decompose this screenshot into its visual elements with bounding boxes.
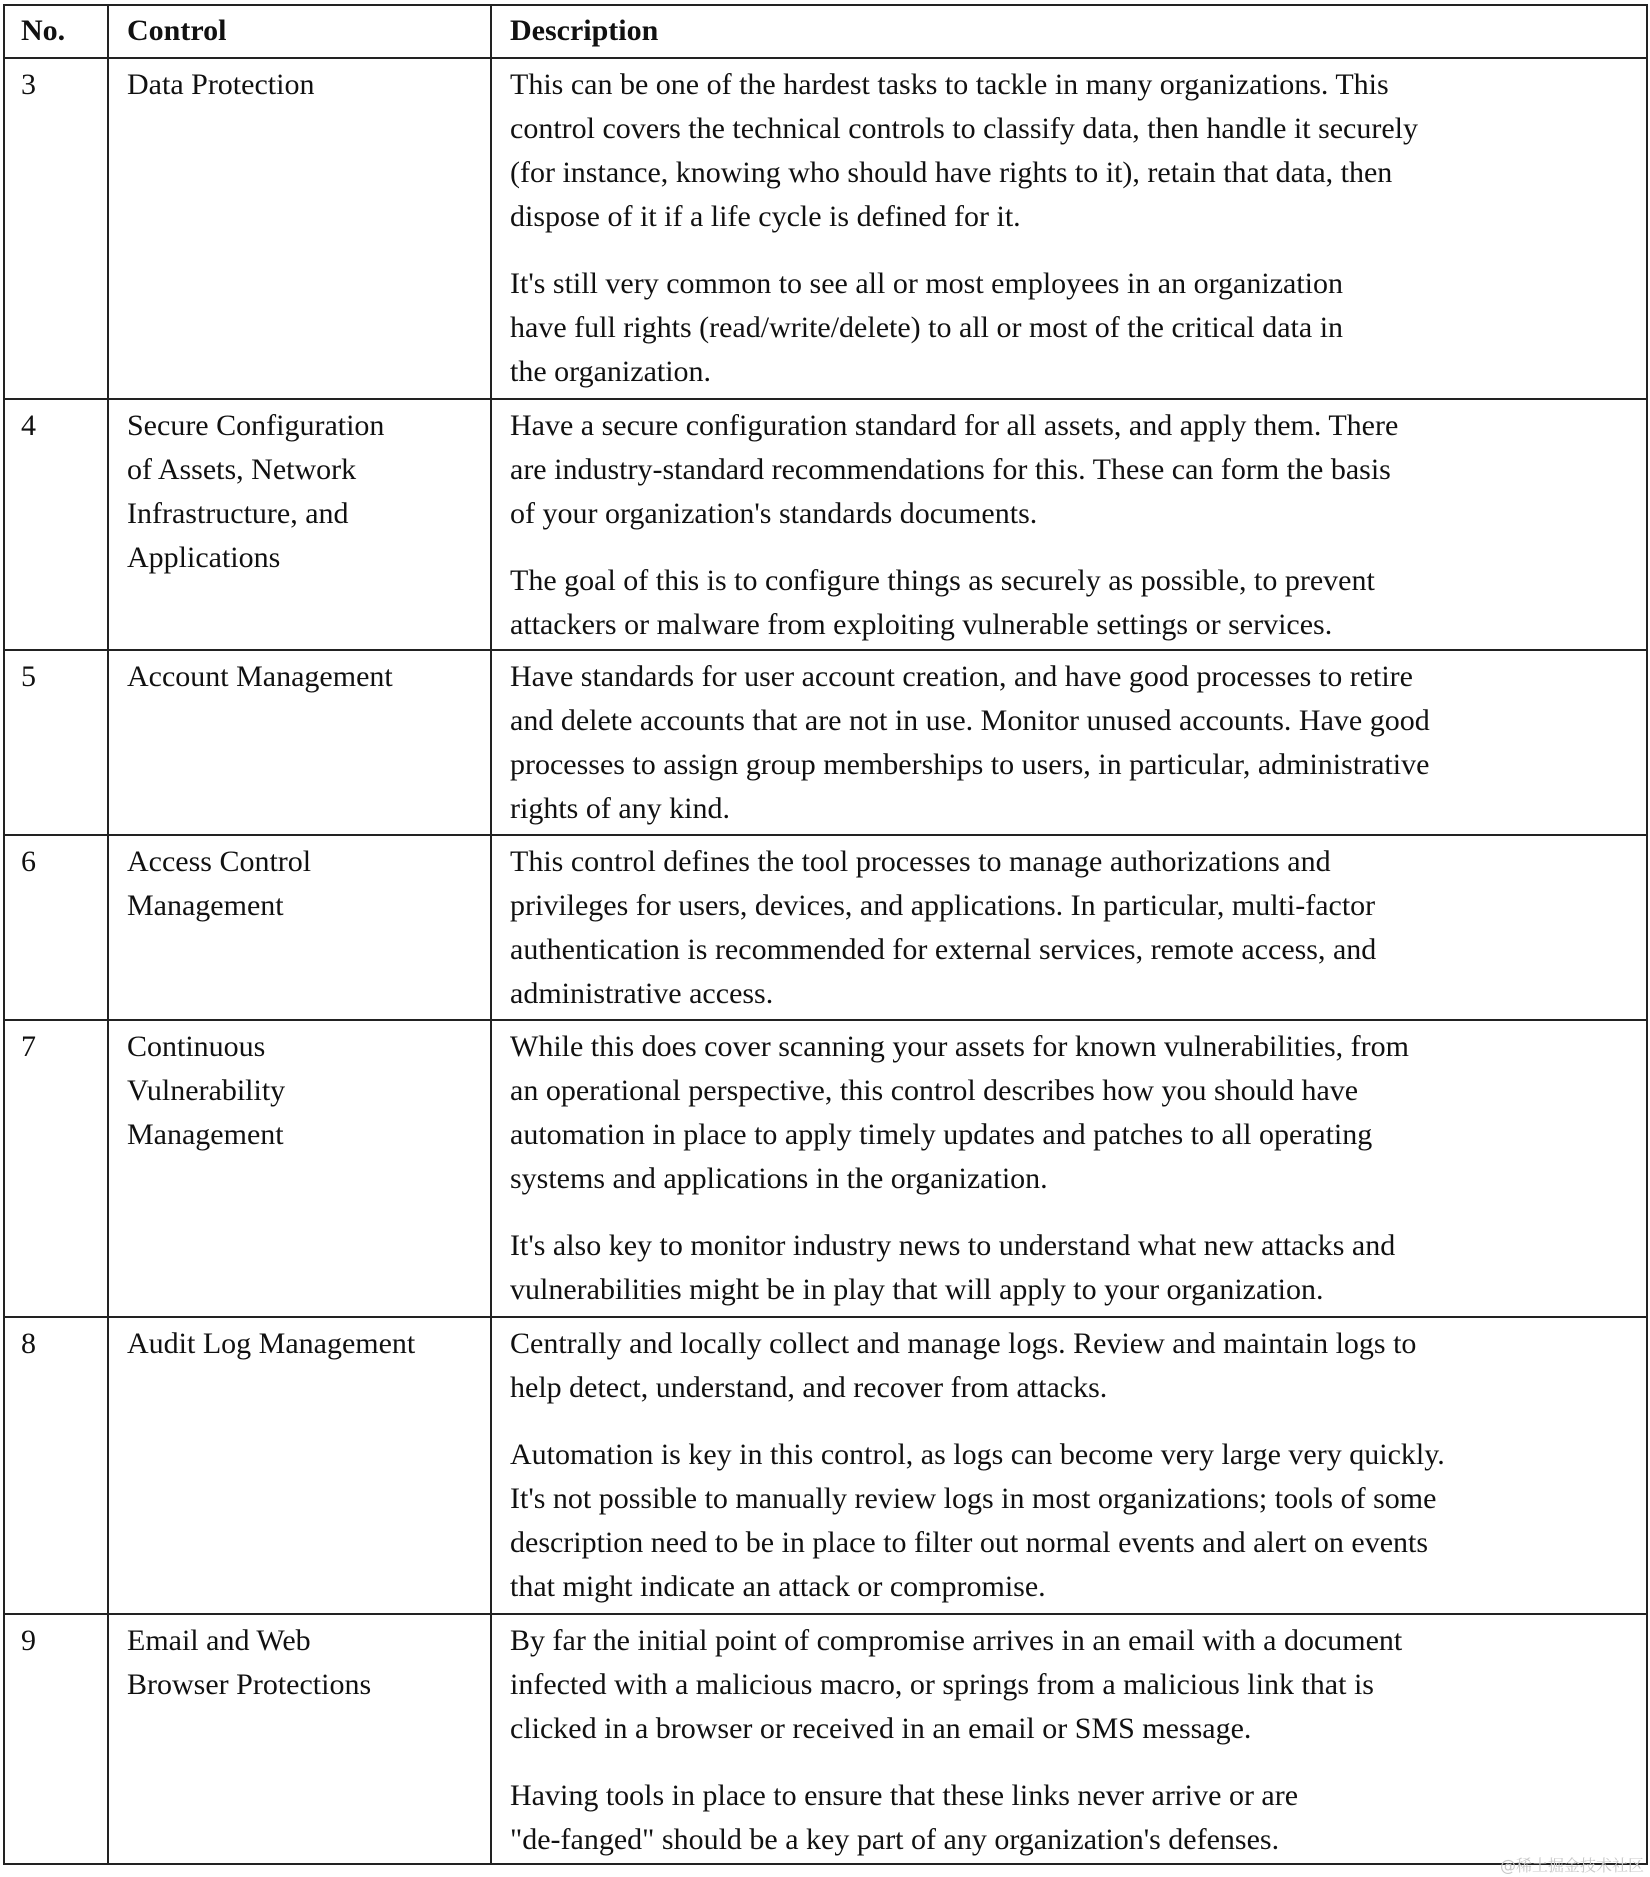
control-description	[492, 400, 1646, 649]
text-line: Centrally and locally collect and manage logs. Review and maintain logs to	[510, 1327, 1417, 1360]
control-description	[492, 59, 1646, 398]
table-row	[5, 1019, 1646, 1316]
description-paragraph	[510, 1322, 1646, 1410]
text-line: (for instance, knowing who should have rights to it), retain that data, then	[510, 156, 1393, 189]
control-name	[109, 59, 491, 398]
row-number: 7	[21, 1030, 36, 1063]
description-paragraph	[510, 262, 1646, 394]
row-number: 9	[21, 1624, 36, 1657]
text-line: Data Protection	[127, 68, 315, 101]
text-line: have full rights (read/write/delete) to all or most of the critical data in	[510, 311, 1344, 344]
text-line: Account Management	[127, 660, 393, 693]
row-number: 6	[21, 845, 36, 878]
text-line: systems and applications in the organization.	[510, 1162, 1048, 1195]
text-line: It's also key to monitor industry news to understand what new attacks and	[510, 1229, 1396, 1262]
text-line: that might indicate an attack or compromise.	[510, 1570, 1046, 1603]
row-number: 4	[21, 409, 36, 442]
control-description	[492, 651, 1646, 834]
header-no: No.	[21, 14, 66, 47]
table-header-row	[5, 6, 1646, 57]
text-line: Audit Log Management	[127, 1327, 416, 1360]
text-line: Applications	[127, 541, 281, 574]
text-line: It's still very common to see all or most employees in an organization	[510, 267, 1344, 300]
control-description	[492, 1021, 1646, 1316]
control-name	[109, 400, 491, 649]
text-line: an operational perspective, this control describes how you should have	[510, 1074, 1359, 1107]
description-paragraph	[510, 63, 1646, 239]
text-line: and delete accounts that are not in use. Monitor unused accounts. Have good	[510, 704, 1430, 737]
text-line: infected with a malicious macro, or springs from a malicious link that is	[510, 1668, 1374, 1701]
row-number: 5	[21, 660, 36, 693]
text-line: Have standards for user account creation, and have good processes to retire	[510, 660, 1413, 693]
text-line: Browser Protections	[127, 1668, 372, 1701]
description-paragraph	[510, 840, 1646, 1016]
description-paragraph	[510, 1619, 1646, 1751]
control-name	[109, 1021, 491, 1316]
text-line: automation in place to apply timely updates and patches to all operating	[510, 1118, 1373, 1151]
control-description	[492, 1318, 1646, 1613]
description-paragraph	[510, 1224, 1646, 1312]
table-row	[5, 834, 1646, 1019]
text-line: description need to be in place to filter out normal events and alert on events	[510, 1526, 1429, 1559]
text-line: administrative access.	[510, 977, 774, 1010]
text-line: Access Control	[127, 845, 312, 878]
description-paragraph	[510, 559, 1646, 647]
table-row	[5, 398, 1646, 649]
text-line: authentication is recommended for external services, remote access, and	[510, 933, 1377, 966]
table-row	[5, 57, 1646, 398]
table-row	[5, 1316, 1646, 1613]
text-line: Have a secure configuration standard for all assets, and apply them. There	[510, 409, 1399, 442]
text-line: The goal of this is to configure things as securely as possible, to prevent	[510, 564, 1375, 597]
text-line: Management	[127, 1118, 284, 1151]
row-number: 8	[21, 1327, 36, 1360]
description-paragraph	[510, 1025, 1646, 1201]
description-paragraph	[510, 404, 1646, 536]
text-line: Email and Web	[127, 1624, 311, 1657]
text-line: It's not possible to manually review logs in most organizations; tools of some	[510, 1482, 1437, 1515]
description-paragraph	[510, 1433, 1646, 1609]
row-number: 3	[21, 68, 36, 101]
description-paragraph	[510, 1774, 1646, 1862]
table-row	[5, 1613, 1646, 1863]
text-line: This can be one of the hardest tasks to tackle in many organizations. This	[510, 68, 1389, 101]
header-control: Control	[127, 14, 227, 47]
text-line: of your organization's standards documents.	[510, 497, 1038, 530]
text-line: Management	[127, 889, 284, 922]
text-line: Having tools in place to ensure that these links never arrive or are	[510, 1779, 1299, 1812]
table-row	[5, 649, 1646, 834]
text-line: processes to assign group memberships to users, in particular, administrative	[510, 748, 1430, 781]
text-line: attackers or malware from exploiting vulnerable settings or services.	[510, 608, 1333, 641]
control-name	[109, 1318, 491, 1613]
watermark: @稀土掘金技术社区	[1499, 1856, 1644, 1875]
text-line: dispose of it if a life cycle is defined for it.	[510, 200, 1021, 233]
control-description	[492, 1615, 1646, 1863]
text-line: Continuous	[127, 1030, 266, 1063]
text-line: While this does cover scanning your assets for known vulnerabilities, from	[510, 1030, 1409, 1063]
text-line: "de-fanged" should be a key part of any organization's defenses.	[510, 1823, 1280, 1856]
text-line: help detect, understand, and recover from attacks.	[510, 1371, 1108, 1404]
text-line: control covers the technical controls to classify data, then handle it securely	[510, 112, 1419, 145]
control-description	[492, 836, 1646, 1019]
text-line: privileges for users, devices, and applications. In particular, multi-factor	[510, 889, 1376, 922]
text-line: rights of any kind.	[510, 792, 730, 825]
text-line: are industry-standard recommendations for this. These can form the basis	[510, 453, 1391, 486]
description-paragraph	[510, 655, 1646, 831]
text-line: vulnerabilities might be in play that will apply to your organization.	[510, 1273, 1324, 1306]
text-line: Infrastructure, and	[127, 497, 349, 530]
text-line: Secure Configuration	[127, 409, 385, 442]
header-description: Description	[510, 14, 659, 47]
text-line: Automation is key in this control, as logs can become very large very quickly.	[510, 1438, 1445, 1471]
text-line: Vulnerability	[127, 1074, 286, 1107]
text-line: This control defines the tool processes to manage authorizations and	[510, 845, 1331, 878]
text-line: of Assets, Network	[127, 453, 357, 486]
control-name	[109, 1615, 491, 1863]
control-name	[109, 651, 491, 834]
control-name	[109, 836, 491, 1019]
text-line: the organization.	[510, 355, 712, 388]
cis-controls-table	[3, 4, 1648, 1865]
text-line: By far the initial point of compromise arrives in an email with a document	[510, 1624, 1403, 1657]
text-line: clicked in a browser or received in an email or SMS message.	[510, 1712, 1252, 1745]
